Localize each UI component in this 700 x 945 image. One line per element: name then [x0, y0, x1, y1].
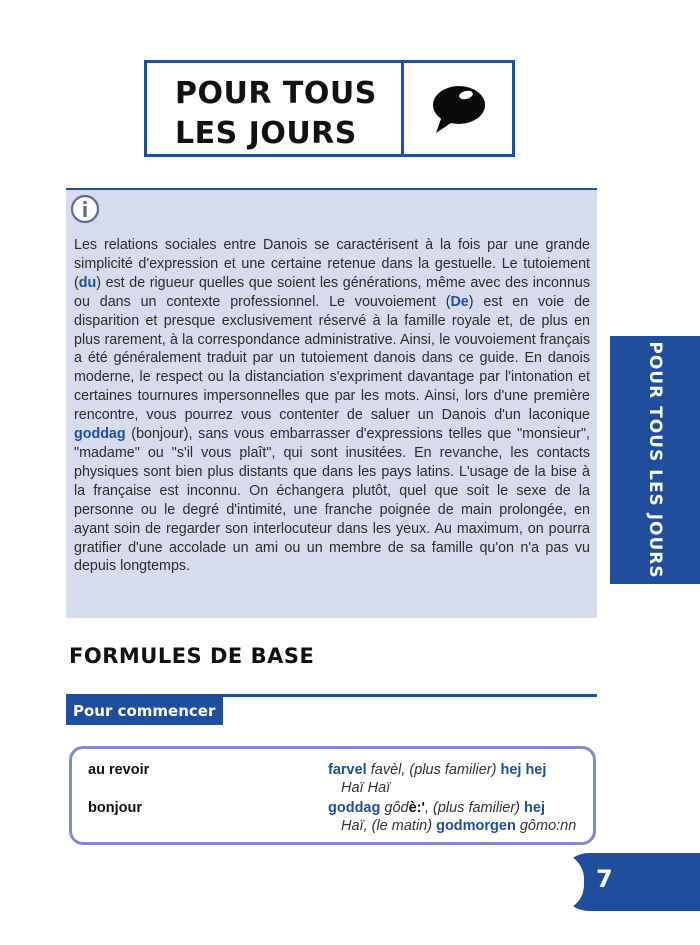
info-text-1: Les relations sociales entre Danois se caractérisent à la fois par une grande simplicité d'expression et une certaine retenue dans la gestuelle. Le tutoiement ( — [74, 237, 590, 291]
phrase-danish — [328, 761, 603, 797]
phrase-french: bonjour — [88, 800, 142, 816]
section-title: FORMULES DE BASE — [69, 644, 315, 668]
info-term-goddag: goddag — [74, 426, 126, 443]
info-text-2: ) est de rigueur quelles que soient les générations, même avec des inconnus ou dans un contexte professionnel. Le vouvoiement ( — [74, 274, 590, 310]
pronunciation: favèl, — [366, 762, 410, 778]
register-note: (plus familier) — [409, 762, 501, 778]
subsection-title: Pour commencer — [66, 697, 223, 725]
chapter-title-line1: POUR TOUS — [175, 76, 377, 111]
info-term-du: du — [78, 274, 97, 291]
pronunciation-end: , — [424, 800, 433, 816]
phrase-danish — [328, 799, 603, 835]
info-term-de: De — [450, 293, 469, 310]
pronunciation-stress: è:' — [408, 800, 425, 816]
phrase-french: au revoir — [88, 762, 150, 778]
danish-word: goddag — [328, 800, 381, 816]
info-icon — [70, 194, 100, 224]
danish-word: farvel — [328, 762, 367, 778]
chapter-title — [147, 63, 404, 154]
danish-word-alt: godmorgen — [436, 818, 516, 834]
register-note: (le matin) — [371, 818, 437, 834]
pronunciation-alt: Haï Haï — [341, 780, 391, 796]
register-note: (plus familier) — [433, 800, 525, 816]
info-text-3: ) est en voie de disparition et presque exclusivement réservé à la famille royale et, de plus en plus rarement, à la correspondance administrative. Ainsi, le vouvoiement français a été généralement traduit par un tutoiement danois dans ce guide. En danois moderne, le respect ou la distanciation s'expriment davantage par l'intonation et certaines tournures impersonnelles que par les mots. Ainsi, lors d'une première rencontre, vous pourrez vous contenter de saluer un Danois d'un laconique — [74, 293, 590, 424]
chapter-side-tab — [610, 336, 700, 584]
pronunciation-alt: gômo:nn — [515, 818, 577, 834]
pronunciation-alt: Haï, — [341, 818, 372, 834]
page-number-tab — [560, 853, 700, 911]
side-tab-label: POUR TOUS LES JOURS — [645, 341, 665, 579]
info-paragraph — [74, 236, 590, 576]
phrase-list — [69, 746, 596, 845]
pronunciation: gôd — [380, 800, 409, 816]
danish-word-alt: hej hej — [500, 762, 547, 778]
chapter-title-line2: LES JOURS — [175, 116, 357, 151]
info-panel — [66, 188, 597, 618]
chapter-header — [144, 60, 515, 157]
page-number: 7 — [596, 865, 613, 893]
speech-bubble-icon — [404, 63, 512, 154]
danish-word-alt: hej — [524, 800, 545, 816]
info-text-4: (bonjour), sans vous embarrasser d'expressions telles que "monsieur", "madame" ou "s'il vous plaît", qui sont inusitées. En revanche, les contacts physiques sont bien plus distants que dans les pays latins. L'usage de la bise à la française est inconnu. On échangera plutôt, quel que soit le sexe de la personne ou le degré d'intimité, une franche poignée de main prolongée, en ayant soin de regarder son interlocuteur dans les yeux. Au maximum, on pourra gratifier d'une accolade un ami ou un membre de sa famille qu'on n'a pas vu depuis longtemps. — [74, 426, 590, 575]
